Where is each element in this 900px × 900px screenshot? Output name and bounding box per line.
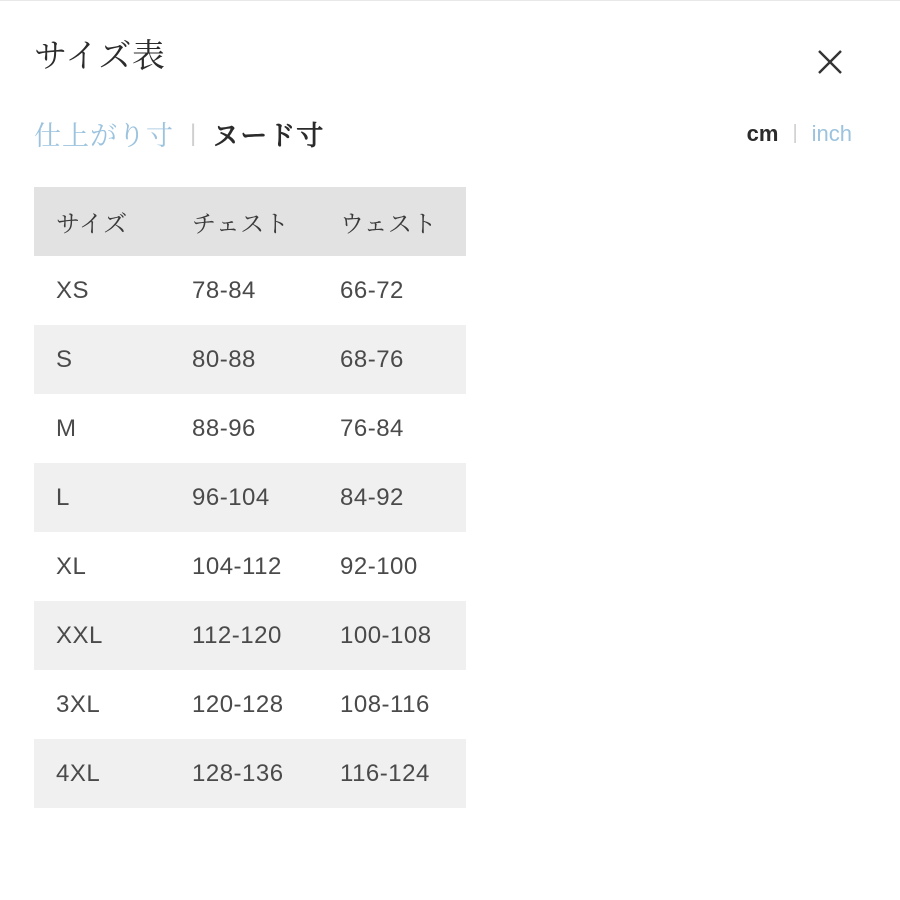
unit-inch-button[interactable]: inch — [811, 120, 852, 146]
cell-chest: 96-104 — [170, 463, 318, 532]
cell-waist: 68-76 — [318, 325, 466, 394]
unit-cm-button[interactable]: cm — [746, 120, 779, 146]
table-header-row — [34, 187, 466, 256]
cell-chest: 88-96 — [170, 394, 318, 463]
column-header-waist: ウェスト — [318, 187, 466, 256]
cell-chest: 104-112 — [170, 532, 318, 601]
cell-waist: 116-124 — [318, 739, 466, 808]
table-row — [34, 325, 466, 394]
size-table-wrap — [34, 187, 866, 808]
unit-toggle-group — [747, 121, 852, 147]
tab-finished-measurement[interactable]: 仕上がり寸 — [34, 114, 174, 153]
cell-size: L — [34, 463, 170, 532]
cell-size: 3XL — [34, 670, 170, 739]
controls-row — [34, 114, 866, 153]
measurement-tab-group — [34, 114, 324, 153]
unit-separator: | — [792, 122, 798, 144]
table-row — [34, 463, 466, 532]
cell-waist: 84-92 — [318, 463, 466, 532]
cell-waist: 76-84 — [318, 394, 466, 463]
cell-chest: 78-84 — [170, 256, 318, 325]
tab-separator: | — [190, 119, 197, 147]
table-row — [34, 532, 466, 601]
tab-body-measurement[interactable]: ヌード寸 — [212, 114, 324, 153]
cell-size: S — [34, 325, 170, 394]
table-row — [34, 670, 466, 739]
cell-size: M — [34, 394, 170, 463]
column-header-chest: チェスト — [170, 187, 318, 256]
cell-chest: 112-120 — [170, 601, 318, 670]
cell-waist: 100-108 — [318, 601, 466, 670]
cell-size: XS — [34, 256, 170, 325]
table-row — [34, 601, 466, 670]
table-row — [34, 739, 466, 808]
cell-chest: 128-136 — [170, 739, 318, 808]
top-divider — [0, 0, 900, 1]
cell-chest: 80-88 — [170, 325, 318, 394]
cell-waist: 108-116 — [318, 670, 466, 739]
table-row — [34, 256, 466, 325]
cell-waist: 66-72 — [318, 256, 466, 325]
cell-size: 4XL — [34, 739, 170, 808]
close-icon[interactable] — [808, 40, 852, 84]
modal-header — [34, 0, 866, 84]
cell-chest: 120-128 — [170, 670, 318, 739]
page-title: サイズ表 — [34, 37, 166, 74]
cell-waist: 92-100 — [318, 532, 466, 601]
column-header-size: サイズ — [34, 187, 170, 256]
cell-size: XXL — [34, 601, 170, 670]
table-row — [34, 394, 466, 463]
size-table — [34, 187, 466, 808]
cell-size: XL — [34, 532, 170, 601]
